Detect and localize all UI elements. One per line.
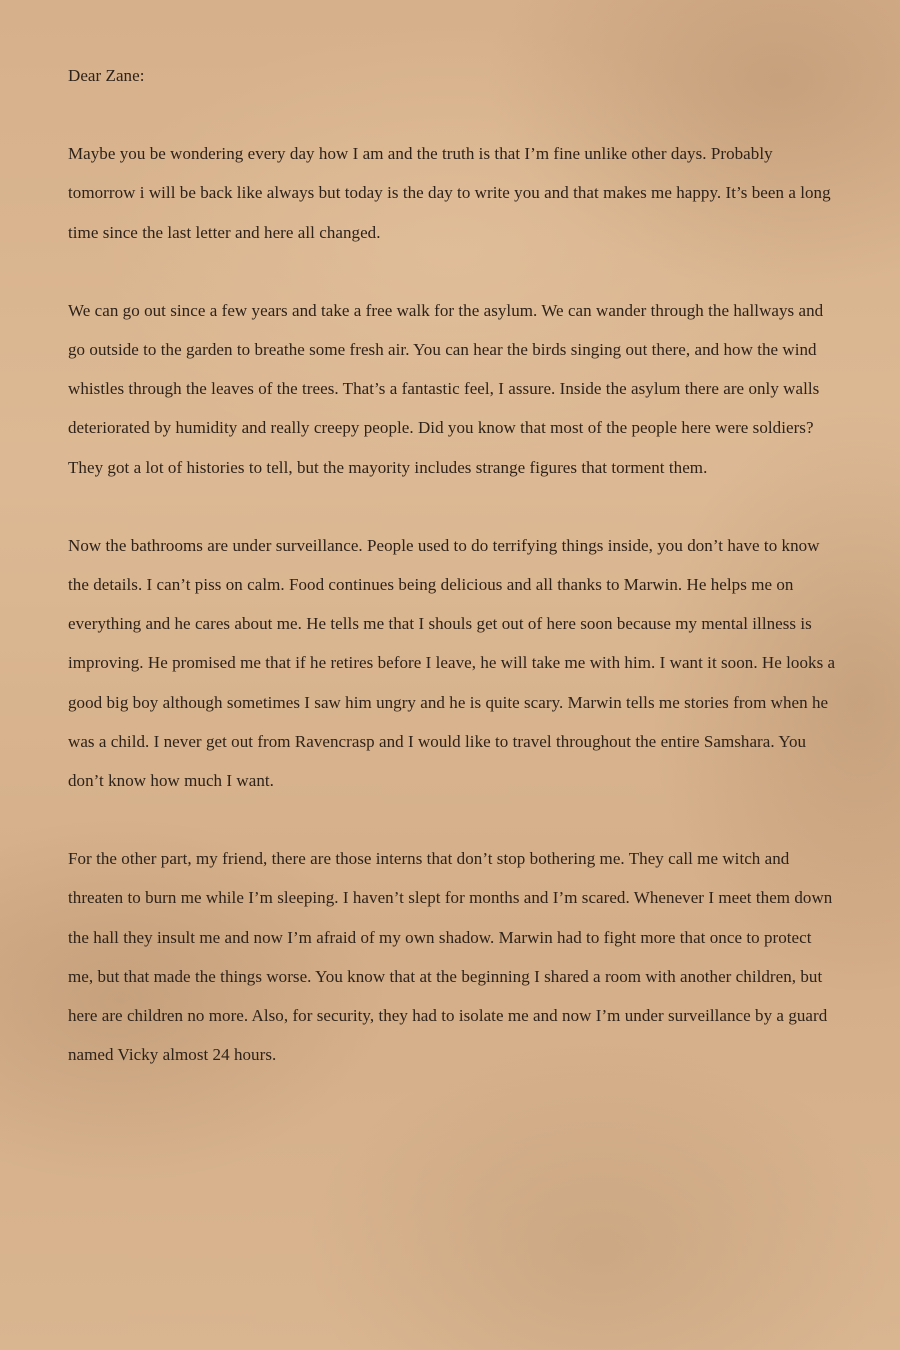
- letter-greeting: Dear Zane:: [68, 66, 145, 85]
- letter-body: [68, 56, 838, 1113]
- letter-paragraph-3: Now the bathrooms are under surveillance. People used to do terrifying things inside, you don’t have to know the details. I can’t piss on calm. Food continues being delicious and all thanks to Marwin. He helps me on everything and he cares about me. He tells me that I shouls get out of here soon because my mental illness is improving. He promised me that if he retires before I leave, he will take me with him. I want it soon. He looks a good big boy although sometimes I saw him ungry and he is quite scary. Marwin tells me stories from when he was a child. I never get out from Ravencrasp and I would like to travel throughout the entire Samshara. You don’t know how much I want.: [68, 535, 836, 791]
- letter-paragraph-4: For the other part, my friend, there are those interns that don’t stop bothering me. They call me witch and threaten to burn me while I’m sleeping. I haven’t slept for months and I’m scared. Whenever I meet them down the hall they insult me and now I’m afraid of my own shadow. Marwin had to fight more that once to protect me, but that made the things worse. You know that at the beginning I shared a room with another children, but here are children no more. Also, for security, they had to isolate me and now I’m under surveillance by a guard named Vicky almost 24 hours.: [68, 849, 833, 1065]
- letter-paragraph-1: Maybe you be wondering every day how I am and the truth is that I’m fine unlike other days. Probably tomorrow i will be back like always but today is the day to write you and that makes me happy. It’s been a long time since the last letter and here all changed.: [68, 144, 831, 242]
- letter-paragraph-2: We can go out since a few years and take a free walk for the asylum. We can wander through the hallways and go outside to the garden to breathe some fresh air. You can hear the birds singing out there, and how the wind whistles through the leaves of the trees. That’s a fantastic feel, I assure. Inside the asylum there are only walls deteriorated by humidity and really creepy people. Did you know that most of the people here were soldiers? They got a lot of histories to tell, but the mayority includes strange figures that torment them.: [68, 300, 824, 477]
